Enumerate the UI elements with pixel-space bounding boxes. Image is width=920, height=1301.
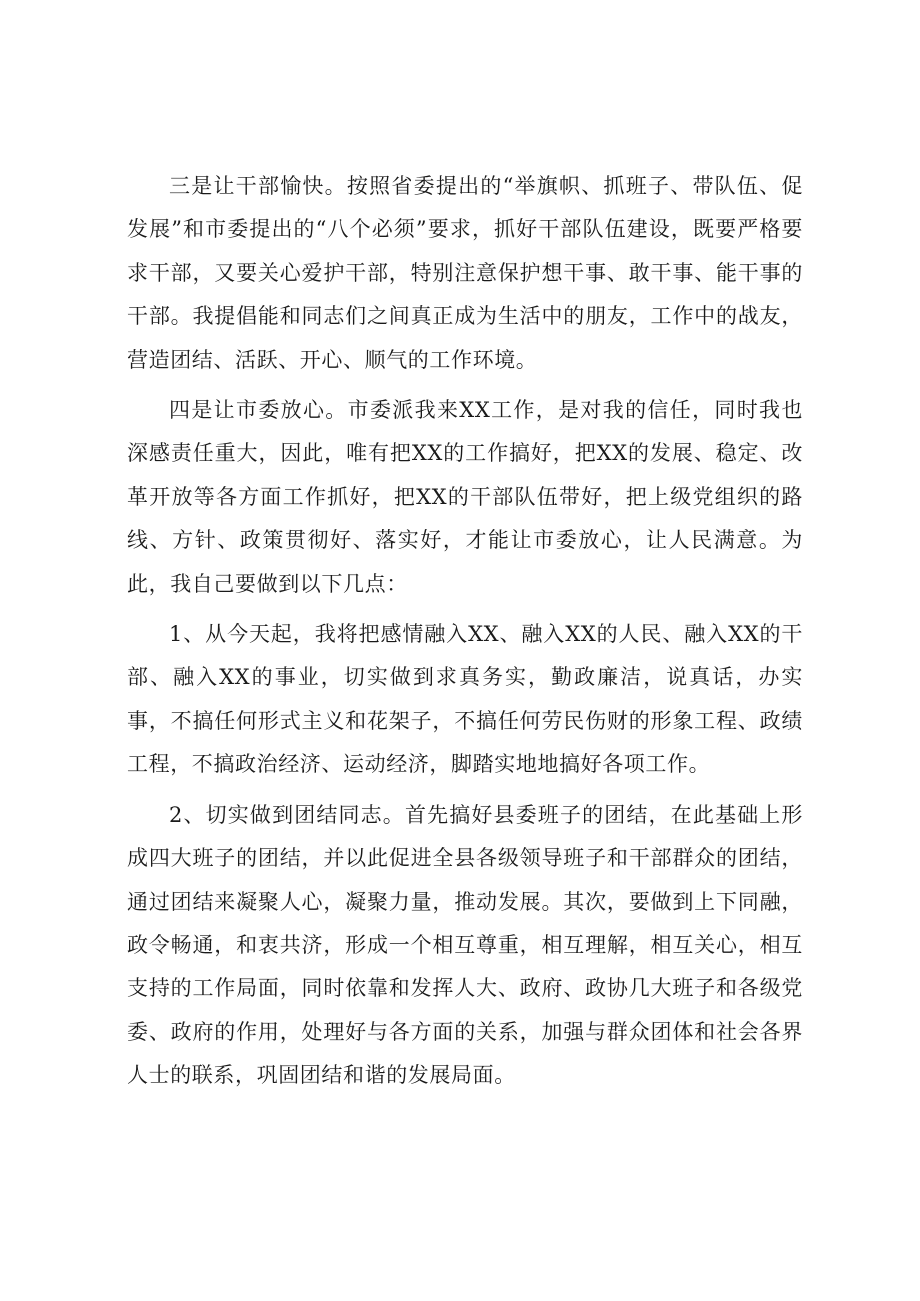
paragraph-cadres-happy: 三是让干部愉快。按照省委提出的“举旗帜、抓班子、带队伍、促发展”和市委提出的“八个必须”要求，抓好干部队伍建设，既要严格要求干部，又要关心爱护干部，特别注意保护想干事、敢干事、能干事的干部。我提倡能和同志们之间真正成为生活中的朋友，工作中的战友，营造团结、活跃、开心、顺气的工作环境。 bbox=[127, 174, 803, 372]
document-body bbox=[127, 165, 803, 1105]
paragraph-point-2: 2、切实做到团结同志。首先搞好县委班子的团结，在此基础上形成四大班子的团结，并以此促进全县各级领导班子和干部群众的团结，通过团结来凝聚人心，凝聚力量，推动发展。其次，要做到上下同融，政令畅通，和衷共济，形成一个相互尊重，相互理解，相互关心，相互支持的工作局面，同时依靠和发挥人大、政府、政协几大班子和各级党委、政府的作用，处理好与各方面的关系，加强与群众团体和社会各界人士的联系，巩固团结和谐的发展局面。 bbox=[127, 802, 803, 1088]
paragraph-municipal-committee-assured: 四是让市委放心。市委派我来XX工作，是对我的信任，同时我也深感责任重大，因此，唯有把XX的工作搞好，把XX的发展、稳定、改革开放等各方面工作抓好，把XX的干部队伍带好，把上级党组织的路线、方针、政策贯彻好、落实好，才能让市委放心，让人民满意。为此，我自己要做到以下几点： bbox=[127, 398, 803, 596]
paragraph-point-1: 1、从今天起，我将把感情融入XX、融入XX的人民、融入XX的干部、融入XX的事业，切实做到求真务实，勤政廉洁，说真话，办实事，不搞任何形式主义和花架子，不搞任何劳民伤财的形象工程、政绩工程，不搞政治经济、运动经济，脚踏实地地搞好各项工作。 bbox=[127, 622, 803, 777]
